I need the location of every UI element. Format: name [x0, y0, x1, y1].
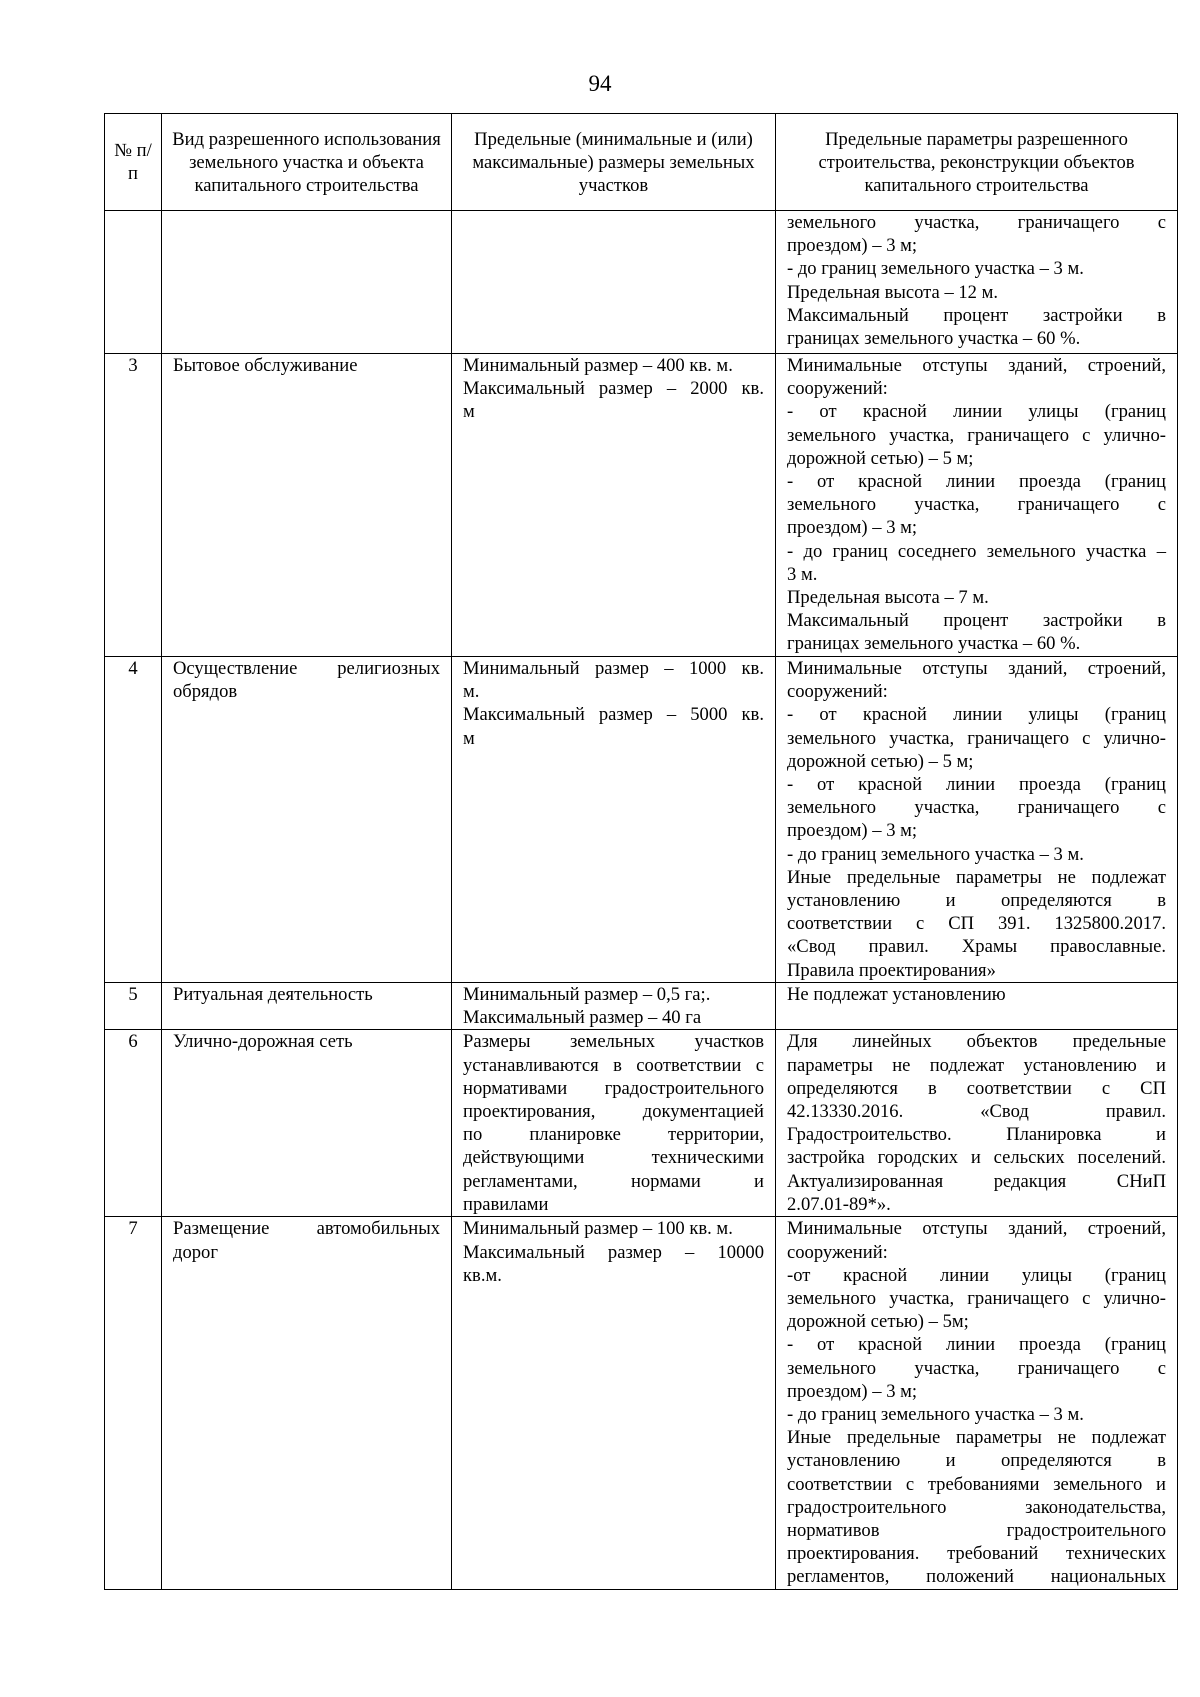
row-number-cell: 5	[105, 983, 162, 1030]
permitted-use-text: обрядов	[173, 681, 238, 703]
construction-params-cell	[776, 1217, 1178, 1590]
construction-params-text: - от красной линии улицы (границ	[787, 704, 1166, 726]
table-header-row	[105, 114, 1178, 211]
construction-params-text: проездом) – 3 м;	[787, 517, 918, 539]
header-use: Вид разрешенного использования земельного участка и объекта капитального строительства	[162, 114, 452, 211]
construction-params-text: Минимальные отступы зданий, строений,	[787, 658, 1166, 679]
construction-params-text: Актуализированная редакция СНиП	[787, 1170, 1166, 1192]
plot-size-cell	[452, 1217, 776, 1590]
construction-params-text: Минимальные отступы зданий, строений,	[787, 1218, 1166, 1240]
permitted-use-cell	[162, 1217, 452, 1590]
table-row	[105, 211, 1178, 354]
plot-size-text: Размеры земельных участков	[463, 1031, 764, 1053]
construction-params-text: дорожной сетью) – 5 м;	[787, 447, 974, 469]
page-number: 94	[588, 71, 612, 96]
construction-params-text: градостроительного законодательства,	[787, 1496, 1166, 1518]
permitted-use-text: Размещение автомобильных	[173, 1218, 440, 1240]
plot-size-text: Минимальный размер – 100 кв. м.	[463, 1218, 733, 1240]
construction-params-cell	[776, 657, 1178, 983]
plot-size-text: проектирования, документацией	[463, 1101, 764, 1123]
construction-params-text: 2.07.01-89*».	[787, 1193, 891, 1215]
construction-params-text: проектирования. требований технических	[787, 1543, 1166, 1565]
construction-params-text: установлению и определяются в	[787, 1450, 1166, 1472]
construction-params-text: - от красной линии проезда (границ	[787, 774, 1166, 796]
construction-params-text: - до границ соседнего земельного участка –	[787, 540, 1166, 562]
construction-params-text: Иные предельные параметры не подлежат	[787, 866, 1166, 888]
construction-params-text: проездом) – 3 м;	[787, 1380, 918, 1402]
plot-size-text: Максимальный размер – 40 га	[463, 1007, 702, 1029]
construction-params-text: - до границ земельного участка – 3 м.	[787, 843, 1084, 865]
construction-params-text: соответствии с требованиями земельного и	[787, 1473, 1166, 1495]
construction-params-text: земельного участка, граничащего с улично-	[787, 1288, 1166, 1310]
construction-params-text: соответствии с СП 391. 1325800.2017.	[787, 913, 1166, 935]
construction-params-text: - от красной линии улицы (границ	[787, 401, 1166, 423]
permitted-use-cell	[162, 211, 452, 354]
construction-params-text: сооружений:	[787, 378, 888, 400]
plot-size-text: по планировке территории,	[463, 1124, 764, 1146]
construction-params-text: земельного участка, граничащего с	[787, 494, 1166, 516]
table-row	[105, 983, 1178, 1030]
construction-params-cell	[776, 354, 1178, 657]
plot-size-text: м	[463, 401, 475, 423]
table-row	[105, 354, 1178, 657]
plot-size-text: кв.м.	[463, 1264, 502, 1286]
construction-params-text: - до границ земельного участка – 3 м.	[787, 1404, 1084, 1426]
construction-params-text: Предельная высота – 7 м.	[787, 587, 989, 609]
construction-params-text: земельного участка, граничащего с	[787, 212, 1166, 233]
construction-params-text: установлению и определяются в	[787, 890, 1166, 912]
construction-params-text: Правила проектирования»	[787, 959, 996, 981]
construction-params-text: параметры не подлежат установлению и	[787, 1054, 1166, 1076]
construction-params-text: Для линейных объектов предельные	[787, 1031, 1166, 1053]
construction-params-text: Не подлежат установлению	[787, 984, 1006, 1005]
row-number-cell: 4	[105, 657, 162, 983]
permitted-use-cell	[162, 354, 452, 657]
construction-params-text: - от красной линии проезда (границ	[787, 1334, 1166, 1356]
construction-params-text: сооружений:	[787, 681, 888, 703]
row-number-cell	[105, 211, 162, 354]
plot-size-text: правилами	[463, 1193, 549, 1215]
permitted-use-text: Бытовое обслуживание	[173, 355, 358, 376]
construction-params-text: сооружений:	[787, 1241, 888, 1263]
construction-params-text: 42.13330.2016. «Свод правил.	[787, 1101, 1166, 1123]
header-size: Предельные (минимальные и (или) максимальные) размеры земельных участков	[452, 114, 776, 211]
construction-params-text: Минимальные отступы зданий, строений,	[787, 355, 1166, 376]
plot-size-text: нормативами градостроительного	[463, 1077, 764, 1099]
row-number-cell: 7	[105, 1217, 162, 1590]
construction-params-text: - до границ земельного участка – 3 м.	[787, 258, 1084, 280]
construction-params-text: Максимальный процент застройки в	[787, 304, 1166, 326]
header-num: № п/п	[105, 114, 162, 211]
permitted-use-text: дорог	[173, 1241, 218, 1263]
regulations-table	[104, 113, 1178, 1590]
construction-params-text: застройка городских и сельских поселений.	[787, 1147, 1166, 1169]
plot-size-text: Максимальный размер – 10000	[463, 1241, 764, 1263]
permitted-use-text: Улично-дорожная сеть	[173, 1031, 353, 1053]
table-row	[105, 1030, 1178, 1217]
construction-params-text: Иные предельные параметры не подлежат	[787, 1427, 1166, 1449]
construction-params-text: земельного участка, граничащего с улично-	[787, 424, 1166, 446]
table-row	[105, 657, 1178, 983]
plot-size-cell	[452, 354, 776, 657]
plot-size-text: действующими техническими	[463, 1147, 764, 1169]
plot-size-cell	[452, 657, 776, 983]
construction-params-text: Максимальный процент застройки в	[787, 610, 1166, 632]
permitted-use-text: Осуществление религиозных	[173, 658, 440, 679]
construction-params-text: нормативов градостроительного	[787, 1520, 1166, 1542]
row-number-cell: 3	[105, 354, 162, 657]
header-params: Предельные параметры разрешенного строительства, реконструкции объектов капитального строительства	[776, 114, 1178, 211]
plot-size-text: Минимальный размер – 0,5 га;.	[463, 984, 711, 1005]
table-row	[105, 1217, 1178, 1590]
plot-size-cell	[452, 983, 776, 1030]
construction-params-text: дорожной сетью) – 5 м;	[787, 750, 974, 772]
construction-params-text: определяются в соответствии с СП	[787, 1077, 1166, 1099]
construction-params-text: земельного участка, граничащего с улично-	[787, 727, 1166, 749]
construction-params-text: Градостроительство. Планировка и	[787, 1124, 1166, 1146]
construction-params-cell	[776, 983, 1178, 1030]
construction-params-text: границах земельного участка – 60 %.	[787, 633, 1081, 655]
construction-params-text: - от красной линии проезда (границ	[787, 471, 1166, 493]
construction-params-text: «Свод правил. Храмы православные.	[787, 936, 1166, 958]
plot-size-text: Минимальный размер – 400 кв. м.	[463, 355, 733, 376]
plot-size-text: регламентами, нормами и	[463, 1170, 764, 1192]
row-number-cell: 6	[105, 1030, 162, 1217]
construction-params-text: земельного участка, граничащего с	[787, 797, 1166, 819]
plot-size-text: устанавливаются в соответствии с	[463, 1054, 764, 1076]
plot-size-cell	[452, 211, 776, 354]
plot-size-text: Минимальный размер – 1000 кв.	[463, 658, 764, 679]
permitted-use-cell	[162, 657, 452, 983]
construction-params-cell	[776, 1030, 1178, 1217]
construction-params-text: проездом) – 3 м;	[787, 820, 918, 842]
permitted-use-text: Ритуальная деятельность	[173, 984, 373, 1005]
permitted-use-cell	[162, 1030, 452, 1217]
plot-size-text: Максимальный размер – 5000 кв.	[463, 704, 764, 726]
plot-size-text: м	[463, 727, 475, 749]
construction-params-text: 3 м.	[787, 563, 818, 585]
construction-params-text: дорожной сетью) – 5м;	[787, 1311, 969, 1333]
table-body	[105, 211, 1178, 1590]
construction-params-text: -от красной линии улицы (границ	[787, 1264, 1166, 1286]
construction-params-text: проездом) – 3 м;	[787, 235, 918, 257]
construction-params-cell	[776, 211, 1178, 354]
construction-params-text: границах земельного участка – 60 %.	[787, 328, 1081, 350]
permitted-use-cell	[162, 983, 452, 1030]
construction-params-text: Предельная высота – 12 м.	[787, 281, 999, 303]
plot-size-text: Максимальный размер – 2000 кв.	[463, 378, 764, 400]
plot-size-cell	[452, 1030, 776, 1217]
construction-params-text: земельного участка, граничащего с	[787, 1357, 1166, 1379]
plot-size-text: м.	[463, 681, 480, 703]
construction-params-text: регламентов, положений национальных	[787, 1566, 1166, 1588]
